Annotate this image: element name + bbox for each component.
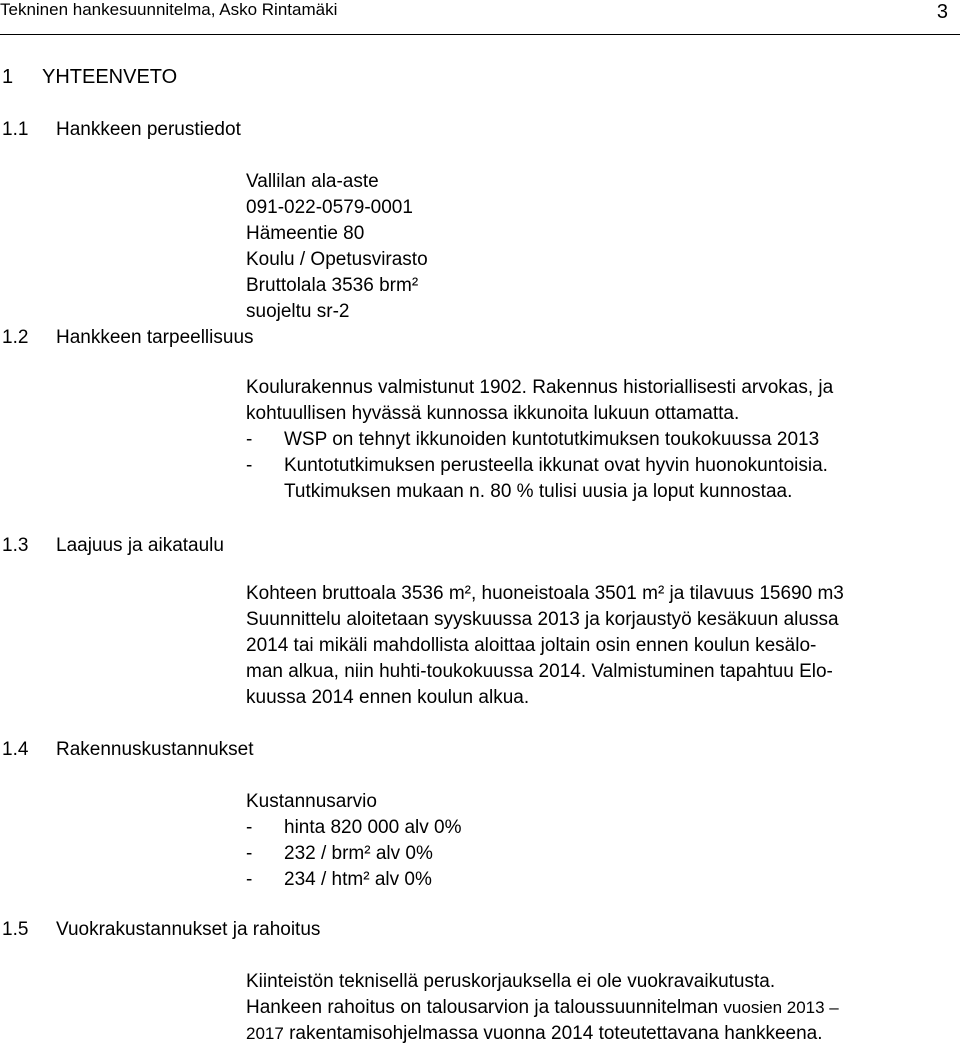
info-line: Bruttolala 3536 brm² bbox=[246, 275, 419, 296]
scope-schedule-block bbox=[246, 581, 844, 711]
subsection-number: 1.1 bbox=[2, 119, 29, 140]
paragraph-line: Kiinteistön teknisellä peruskorjauksella ei ole vuokravaikutusta. bbox=[246, 971, 776, 992]
section-number: 1 bbox=[2, 66, 14, 88]
bullet-dash: - bbox=[246, 455, 253, 476]
subsection-number: 1.3 bbox=[2, 535, 29, 556]
list-item-continuation bbox=[246, 479, 833, 505]
list-item bbox=[246, 841, 461, 867]
text-run-small: vuosien 2013 – bbox=[723, 998, 839, 1017]
bullet-dash: - bbox=[246, 429, 253, 450]
cost-item: 232 / brm² alv 0% bbox=[284, 843, 433, 864]
basic-info-block bbox=[246, 169, 428, 325]
subsection-heading-1-1 bbox=[2, 117, 241, 143]
text-run-small: 2017 bbox=[246, 1024, 284, 1043]
subsection-title: Rakennuskustannukset bbox=[56, 739, 254, 760]
cost-item: hinta 820 000 alv 0% bbox=[284, 817, 462, 838]
text-run: Hankeen rahoitus on talousarvion ja taloussuunnitelman bbox=[246, 997, 719, 1018]
document-header-title: Tekninen hankesuunnitelma, Asko Rintamäki bbox=[0, 0, 338, 19]
paragraph-line bbox=[246, 995, 839, 1021]
section-heading-1 bbox=[2, 64, 177, 90]
list-item-text: Kuntotutkimuksen perusteella ikkunat ovat hyvin huonokuntoisia. bbox=[284, 455, 828, 476]
subsection-number: 1.5 bbox=[2, 919, 29, 940]
paragraph-line: Kohteen bruttoala 3536 m², huoneistoala 3501 m² ja tilavuus 15690 m3 bbox=[246, 583, 844, 604]
list-item bbox=[246, 427, 833, 453]
subsection-title: Vuokrakustannukset ja rahoitus bbox=[56, 919, 321, 940]
list-item bbox=[246, 815, 461, 841]
subsection-heading-1-3 bbox=[2, 533, 224, 559]
paragraph-line: man alkua, niin huhti-toukokuussa 2014. Valmistuminen tapahtuu Elo- bbox=[246, 661, 833, 682]
bullet-dash: - bbox=[246, 817, 253, 838]
subsection-title: Laajuus ja aikataulu bbox=[56, 535, 224, 556]
rent-financing-block bbox=[246, 969, 839, 1047]
info-line: Koulu / Opetusvirasto bbox=[246, 249, 428, 270]
subsection-title: Hankkeen tarpeellisuus bbox=[56, 327, 254, 348]
necessity-block bbox=[246, 375, 833, 505]
header-divider bbox=[0, 34, 960, 35]
subsection-number: 1.4 bbox=[2, 739, 29, 760]
page-number: 3 bbox=[936, 1, 948, 23]
subsection-heading-1-4 bbox=[2, 737, 254, 763]
info-line: suojeltu sr-2 bbox=[246, 301, 350, 322]
paragraph-line: 2014 tai mikäli mahdollista aloittaa joltain osin ennen koulun kesälo- bbox=[246, 635, 817, 656]
info-line: Hämeentie 80 bbox=[246, 223, 365, 244]
list-item-text: WSP on tehnyt ikkunoiden kuntotutkimuksen toukokuussa 2013 bbox=[284, 429, 820, 450]
subsection-title: Hankkeen perustiedot bbox=[56, 119, 241, 140]
paragraph-line: kohtuullisen hyvässä kunnossa ikkunoita lukuun ottamatta. bbox=[246, 403, 740, 424]
paragraph-line: Suunnittelu aloitetaan syyskuussa 2013 ja korjaustyö kesäkuun alussa bbox=[246, 609, 839, 630]
section-title: YHTEENVETO bbox=[42, 66, 178, 88]
cost-block bbox=[246, 789, 461, 893]
list-item-text: Tutkimuksen mukaan n. 80 % tulisi uusia ja loput kunnostaa. bbox=[284, 481, 793, 502]
text-run: rakentamisohjelmassa vuonna 2014 toteutettavana hankkeena. bbox=[289, 1023, 823, 1044]
cost-estimate-heading: Kustannusarvio bbox=[246, 791, 377, 812]
subsection-heading-1-5 bbox=[2, 917, 320, 943]
paragraph-line: Koulurakennus valmistunut 1902. Rakennus historiallisesti arvokas, ja bbox=[246, 377, 834, 398]
subsection-number: 1.2 bbox=[2, 327, 29, 348]
paragraph-line bbox=[246, 1021, 839, 1047]
list-item bbox=[246, 453, 833, 479]
bullet-dash: - bbox=[246, 869, 253, 890]
list-item bbox=[246, 867, 461, 893]
info-line: Vallilan ala-aste bbox=[246, 171, 379, 192]
info-line: 091-022-0579-0001 bbox=[246, 197, 413, 218]
subsection-heading-1-2 bbox=[2, 325, 254, 351]
paragraph-line: kuussa 2014 ennen koulun alkua. bbox=[246, 687, 530, 708]
bullet-dash: - bbox=[246, 843, 253, 864]
cost-item: 234 / htm² alv 0% bbox=[284, 869, 432, 890]
